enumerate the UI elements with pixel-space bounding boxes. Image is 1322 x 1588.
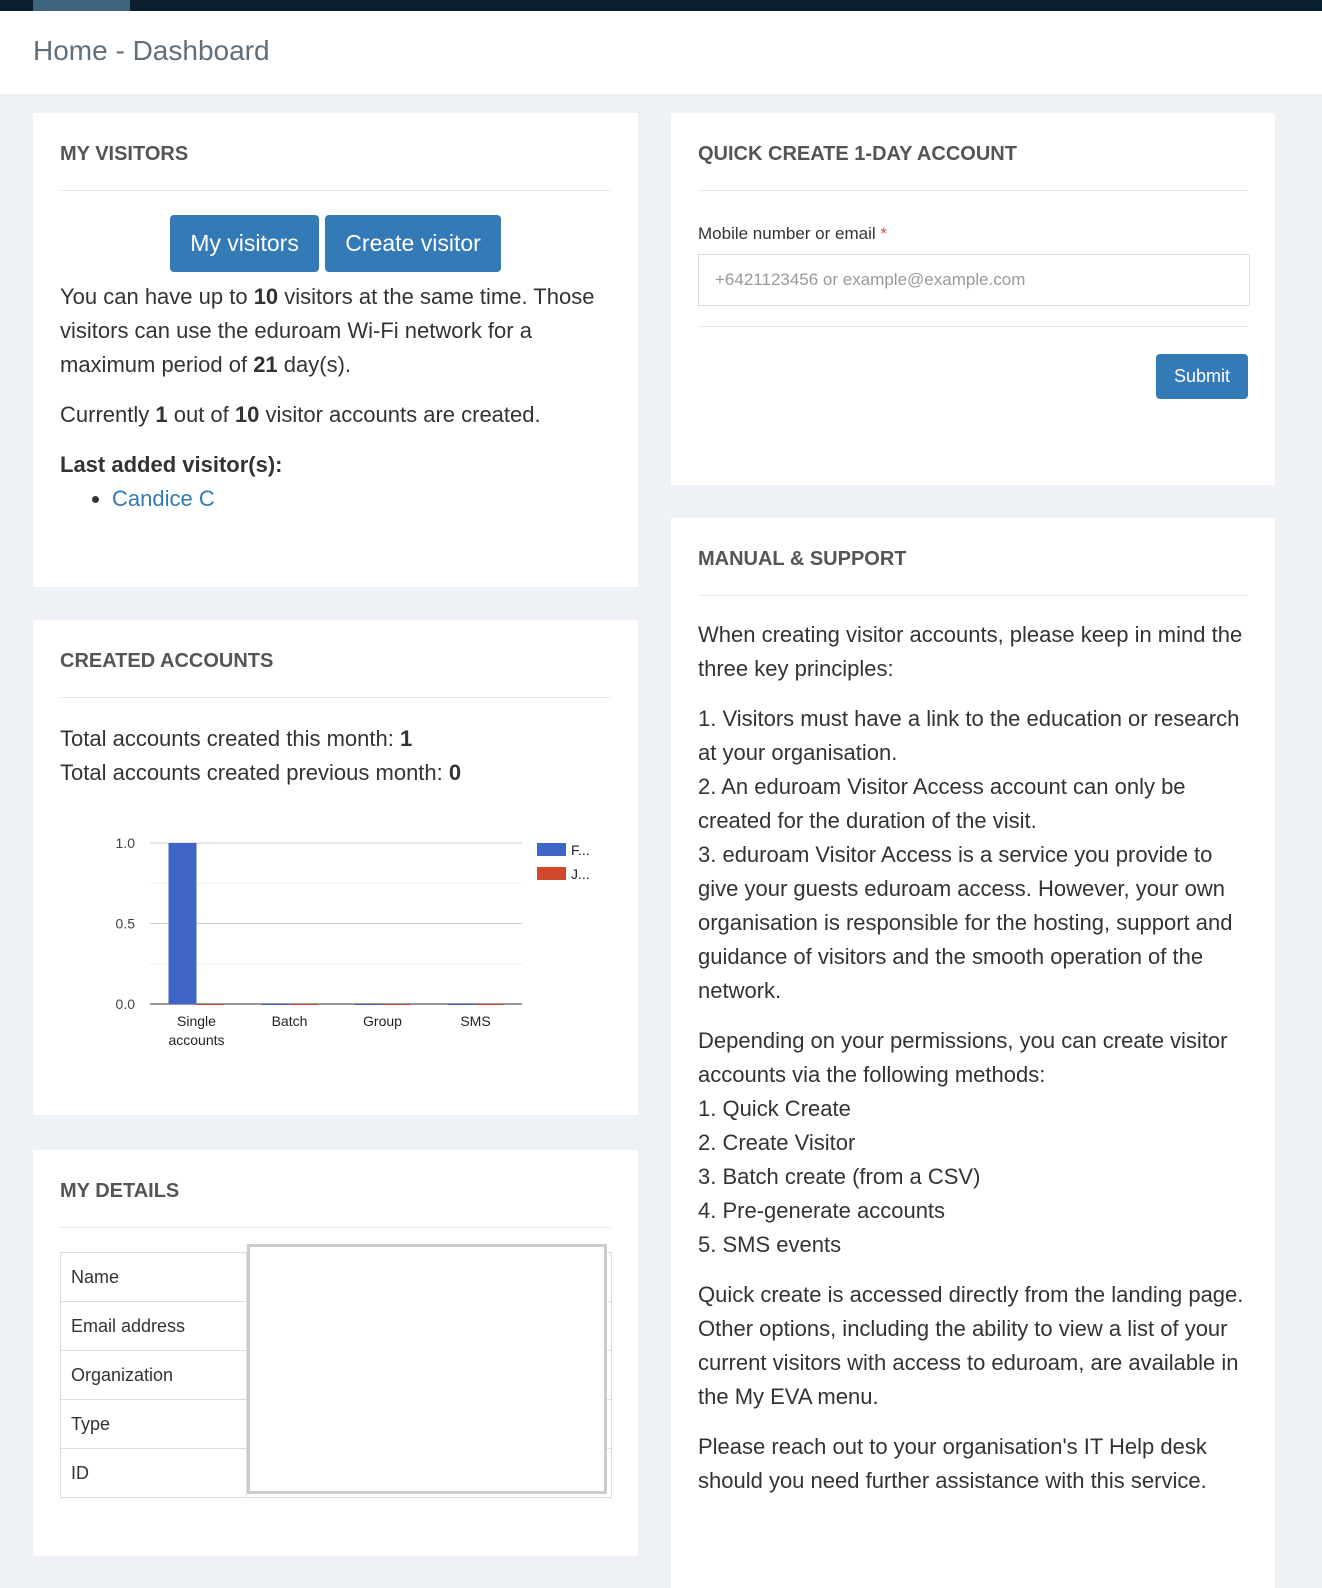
bar-J-2[interactable] [383,1004,411,1005]
details-key: ID [61,1449,247,1498]
quick-create-card [671,113,1275,485]
y-tick-label: 0.5 [115,915,135,932]
create-visitor-button[interactable]: Create visitor [325,215,500,272]
visitor-link[interactable]: Candice C [112,486,215,511]
details-key: Type [61,1400,247,1449]
y-tick-label: 1.0 [115,835,135,851]
card-title: MANUAL & SUPPORT [698,518,1248,596]
bar-F-1[interactable] [262,1004,290,1005]
manual-paragraph: Quick create is accessed directly from the landing page. Other options, including the ability to view a list of your current visitors with access to eduroam, are available in the My EVA menu. [698,1282,1244,1409]
my-details-card [33,1150,638,1556]
card-title: MY VISITORS [60,113,611,191]
top-nav-bar [0,0,1322,11]
prev-month-text: Total accounts created previous month: 0 [60,760,462,785]
details-value-box [247,1244,607,1494]
visitor-limits-text: You can have up to 10 visitors at the same time. Those visitors can use the eduroam Wi-Fi network for a maximum period of 21 day(s). [60,284,595,377]
card-title: QUICK CREATE 1-DAY ACCOUNT [698,113,1248,191]
page-title: Home - Dashboard [33,35,270,66]
submit-button[interactable]: Submit [1156,354,1248,399]
details-key: Organization [61,1351,247,1400]
details-key: Email address [61,1302,247,1351]
last-added-label: Last added visitor(s): [60,452,283,477]
x-tick-label: Single [177,1013,216,1029]
contact-input[interactable] [698,254,1250,306]
bar-J-1[interactable] [290,1004,318,1005]
bar-J-3[interactable] [476,1004,504,1005]
details-key: Name [61,1253,247,1302]
legend-label: F... [571,842,590,858]
x-tick-label: SMS [460,1013,491,1029]
x-tick-label: Batch [271,1013,308,1029]
manual-support-card [671,518,1275,1588]
bar-F-3[interactable] [448,1004,476,1005]
bar-F-0[interactable] [169,843,197,1004]
manual-paragraph: Depending on your permissions, you can create visitor accounts via the following methods: 1. Quick Create 2. Create Visitor 3. Batch create (from a CSV) 4. Pre-generate accounts 5. SMS events [698,1028,1228,1257]
card-title: MY DETAILS [60,1150,611,1228]
x-tick-label: Group [363,1013,402,1029]
my-visitors-card [33,113,638,587]
legend-swatch [537,843,566,856]
manual-paragraph: Please reach out to your organisation's IT Help desk should you need further assistance with this service. [698,1434,1207,1493]
bar-J-0[interactable] [197,1004,225,1005]
manual-paragraph: 1. Visitors must have a link to the education or research at your organisation. 2. An eduroam Visitor Access account can only be created for the duration of the visit. 3. eduroam Visitor Access is a service you provide to give your guests eduroam access. However, your own organisation is responsible for the hosting, support and guidance of visitors and the smooth operation of the network. [698,706,1240,1003]
legend-swatch [537,867,566,880]
visitor-count-text: Currently 1 out of 10 visitor accounts are created. [60,402,541,427]
manual-paragraph: When creating visitor accounts, please keep in mind the three key principles: [698,622,1243,681]
my-visitors-button[interactable]: My visitors [170,215,319,272]
this-month-text: Total accounts created this month: 1 [60,726,413,751]
contact-label: Mobile number or email * [698,224,887,243]
active-nav-item[interactable] [33,0,130,11]
legend-label: J... [571,866,590,882]
card-title: CREATED ACCOUNTS [60,620,611,698]
bar-F-2[interactable] [355,1004,383,1005]
page-header [0,11,1322,94]
y-tick-label: 0.0 [115,996,135,1012]
accounts-bar-chart [90,820,610,1060]
x-tick-label: accounts [168,1032,225,1048]
